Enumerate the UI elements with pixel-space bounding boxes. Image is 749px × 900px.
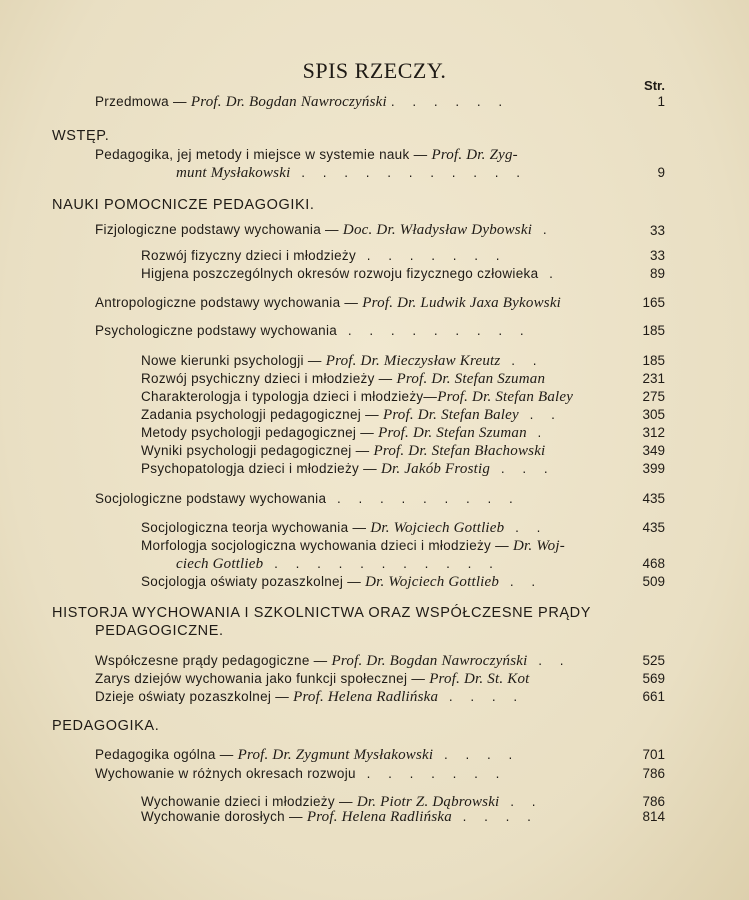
toc-entry-zadania: Zadania psychologji pedagogicznej — Prof. Dr. Stefan Baley . . (141, 407, 562, 423)
toc-entry-morfologja: Morfologja socjologiczna wychowania dzieci i młodzieży — Dr. Woj- (141, 538, 565, 554)
toc-entry-nowe-kierunki: Nowe kierunki psychologji — Prof. Dr. Mieczysław Kreutz . . (141, 353, 544, 369)
toc-page-ped-ogolna: 701 (642, 747, 665, 762)
section-heading-historja: HISTORJA WYCHOWANIA I SZKOLNICTWA ORAZ WSPÓŁCZESNE PRĄDY (52, 605, 592, 621)
toc-page-wyniki: 349 (642, 443, 665, 458)
toc-page-wych-doroslych: 814 (642, 809, 665, 824)
toc-entry-charakterologja: Charakterologja i typologja dzieci i młodzieży—Prof. Dr. Stefan Baley (141, 389, 574, 405)
toc-page-morfologja: 468 (642, 556, 665, 571)
toc-entry-socj-oswiaty: Socjologja oświaty pozaszkolnej — Dr. Wojciech Gottlieb . . (141, 574, 543, 590)
toc-page-socjologiczne: 435 (642, 491, 665, 506)
toc-entry-metody: Metody psychologji pedagogicznej — Prof. Dr. Stefan Szuman . (141, 425, 549, 441)
toc-page-wspolczesne: 525 (642, 653, 665, 668)
toc-entry-rozwoj-fizyczny: Rozwój fizyczny dzieci i młodzieży . . . . . . . (141, 248, 507, 263)
toc-page-socj-oswiaty: 509 (642, 574, 665, 589)
toc-page-rozwoj-fizyczny: 33 (649, 248, 665, 263)
toc-page-socj-teorja: 435 (642, 520, 665, 535)
toc-page-higjena: 89 (649, 266, 665, 281)
toc-entry-rozwoj-psychiczny: Rozwój psychiczny dzieci i młodzieży — Prof. Dr. Stefan Szuman (141, 371, 546, 387)
toc-entry-psychologiczne: Psychologiczne podstawy wychowania . . . . . . . . . (95, 323, 531, 338)
page-title: SPIS RZECZY. (302, 58, 447, 83)
toc-page-zarys: 569 (642, 671, 665, 686)
toc-entry-pedagogika-intro: Pedagogika, jej metody i miejsce w systemie nauk — Prof. Dr. Zyg- (95, 147, 518, 163)
toc-entry-socjologiczne: Socjologiczne podstawy wychowania . . . . . . . . . (95, 491, 520, 506)
toc-page-pedagogika-intro: 9 (657, 165, 665, 180)
section-heading-wstep: WSTĘP. (52, 128, 110, 144)
toc-entry-fizjologiczne: Fizjologiczne podstawy wychowania — Doc. Dr. Władysław Dybowski . (95, 222, 554, 238)
toc-page-antropologiczne: 165 (642, 295, 665, 310)
toc-entry-wych-doroslych: Wychowanie dorosłych — Prof. Helena Radlińska . . . . (141, 809, 538, 825)
toc-entry-socj-teorja: Socjologiczna teorja wychowania — Dr. Wojciech Gottlieb . . (141, 520, 548, 536)
toc-page-zadania: 305 (642, 407, 665, 422)
toc-entry-higjena: Higjena poszczególnych okresów rozwoju fizycznego człowieka . (141, 266, 560, 281)
section-heading-nauki-pomocnicze: NAUKI POMOCNICZE PEDAGOGIKI. (52, 197, 315, 213)
toc-entry-pedagogika-intro-cont: munt Mysłakowski . . . . . . . . . . . (176, 165, 527, 181)
toc-entry-wych-dzieci: Wychowanie dzieci i młodzieży — Dr. Piotr Z. Dąbrowski . . (141, 794, 543, 810)
toc-page-wych-dzieci: 786 (642, 794, 665, 809)
toc-entry-wspolczesne: Współczesne prądy pedagogiczne — Prof. Dr. Bogdan Nawroczyński . . (95, 653, 571, 669)
toc-page-rozwoj-psychiczny: 231 (642, 371, 665, 386)
toc-entry-wych-okresy: Wychowanie w różnych okresach rozwoju . . . . . . . (95, 766, 507, 781)
toc-page-psychopatologja: 399 (642, 461, 665, 476)
toc-entry-wyniki: Wyniki psychologji pedagogicznej — Prof. Dr. Stefan Błachowski (141, 443, 546, 459)
toc-page-nowe-kierunki: 185 (642, 353, 665, 368)
page-column-label: Str. (644, 78, 665, 93)
toc-page-przedmowa: 1 (657, 94, 665, 109)
toc-page-charakterologja: 275 (642, 389, 665, 404)
toc-entry-psychopatologja: Psychopatologja dzieci i młodzieży — Dr. Jakób Frostig . . . (141, 461, 555, 477)
section-heading-historja-cont: PEDAGOGICZNE. (95, 623, 224, 639)
toc-entry-przedmowa: Przedmowa — Prof. Dr. Bogdan Nawroczyński . . . . . . (95, 94, 510, 110)
toc-page-dzieje: 661 (642, 689, 665, 704)
toc-page-wych-okresy: 786 (642, 766, 665, 781)
toc-entry-antropologiczne: Antropologiczne podstawy wychowania — Prof. Dr. Ludwik Jaxa Bykowski (95, 295, 562, 311)
toc-entry-ped-ogolna: Pedagogika ogólna — Prof. Dr. Zygmunt Mysłakowski . . . . (95, 747, 520, 763)
toc-page-metody: 312 (642, 425, 665, 440)
toc-page-fizjologiczne: 33 (649, 223, 665, 238)
toc-entry-zarys: Zarys dziejów wychowania jako funkcji społecznej — Prof. Dr. St. Kot (95, 671, 530, 687)
section-heading-pedagogika: PEDAGOGIKA. (52, 718, 160, 734)
toc-page-psychologiczne: 185 (642, 323, 665, 338)
toc-entry-morfologja-cont: ciech Gottlieb . . . . . . . . . . . (176, 556, 500, 572)
toc-entry-dzieje: Dzieje oświaty pozaszkolnej — Prof. Helena Radlińska . . . . (95, 689, 525, 705)
